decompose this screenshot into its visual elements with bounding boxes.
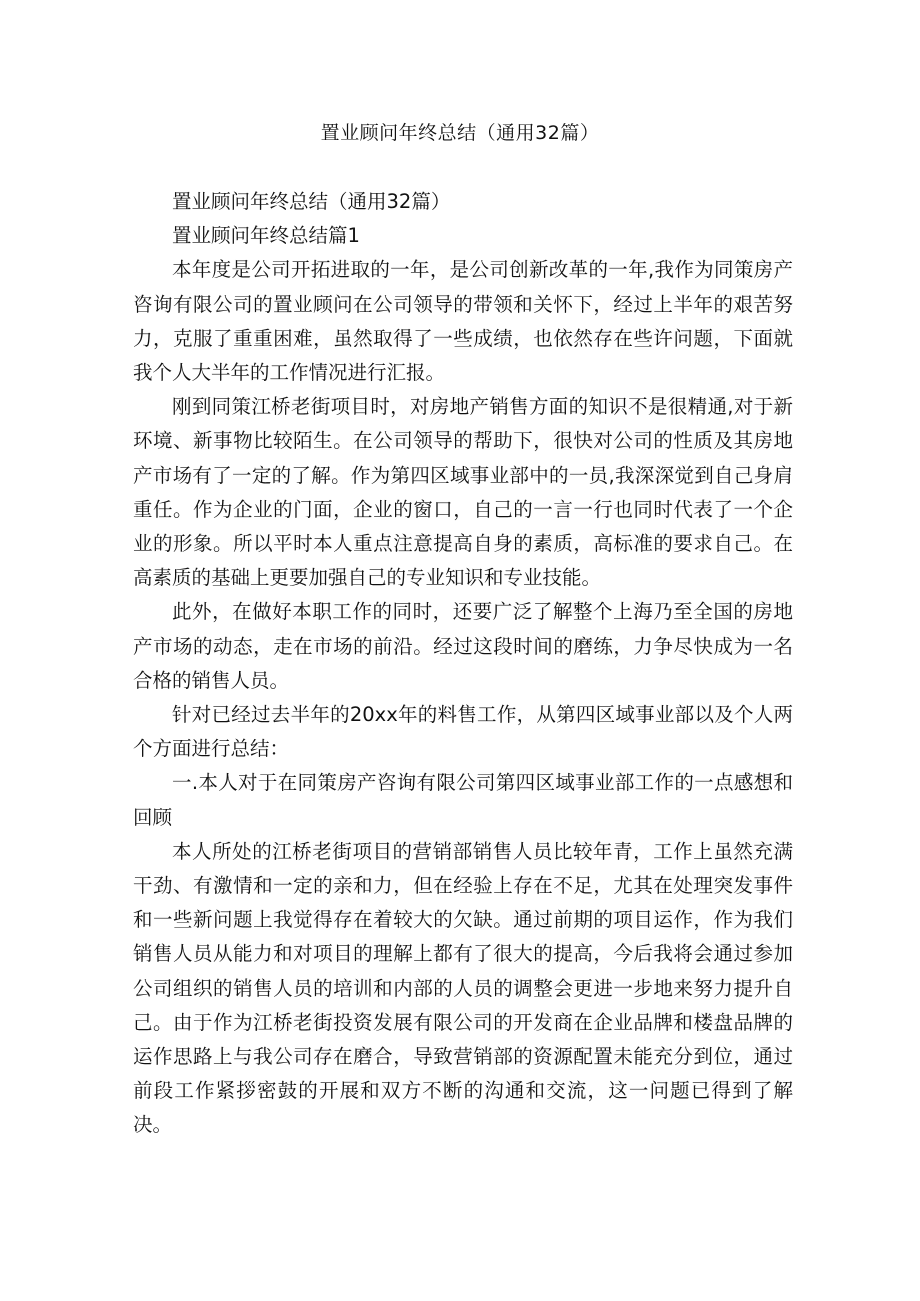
section-heading: 置业顾问年终总结篇1 xyxy=(172,224,360,248)
body-paragraph: 刚到同策江桥老街项目时，对房地产销售方面的知识不是很精通,对于新环境、新事物比较陌生。在公司领导的帮助下，很快对公司的性质及其房地产市场有了一定的了解。作为第四区域事业部中的一员,我深深觉到自己身肩重任。作为企业的门面，企业的窗口，自己的一言一行也同时代表了一个企业的形象。所以平时本人重点注意提高自身的素质，高标准的要求自己。在高素质的基础上更要加强自己的专业知识和专业技能。 xyxy=(133,395,793,590)
body-paragraph: 此外，在做好本职工作的同时，还要广泛了解整个上海乃至全国的房地产市场的动态，走在市场的前沿。经过这段时间的磨练，力争尽快成为一名合格的销售人员。 xyxy=(133,600,793,692)
body-paragraph: 本年度是公司开拓进取的一年，是公司创新改革的一年,我作为同策房产咨询有限公司的置业顾问在公司领导的带领和关怀下，经过上半年的艰苦努力，克服了重重困难，虽然取得了一些成绩，也依然存在些许问题，下面就我个人大半年的工作情况进行汇报。 xyxy=(133,258,793,385)
document-body xyxy=(133,185,793,1143)
document-title: 置业顾问年终总结（通用32篇） xyxy=(320,122,600,144)
subtitle-paragraph: 置业顾问年终总结（通用32篇） xyxy=(172,190,451,213)
body-paragraph: 一.本人对于在同策房产咨询有限公司第四区域事业部工作的一点感想和回顾 xyxy=(133,771,793,829)
body-paragraph: 针对已经过去半年的20xx年的料售工作，从第四区域事业部以及个人两个方面进行总结： xyxy=(133,703,793,761)
body-paragraph: 本人所处的江桥老街项目的营销部销售人员比较年青，工作上虽然充满干劲、有激情和一定的亲和力，但在经验上存在不足，尤其在处理突发事件和一些新问题上我觉得存在着较大的欠缺。通过前期的项目运作，作为我们销售人员从能力和对项目的理解上都有了很大的提高，今后我将会通过参加公司组织的销售人员的培训和内部的人员的调整会更进一步地来努力提升自己。由于作为江桥老街投资发展有限公司的开发商在企业品牌和楼盘品牌的运作思路上与我公司存在磨合，导致营销部的资源配置未能充分到位，通过前段工作紧拶密鼓的开展和双方不断的沟通和交流，这一问题已得到了解决。 xyxy=(133,839,793,1137)
